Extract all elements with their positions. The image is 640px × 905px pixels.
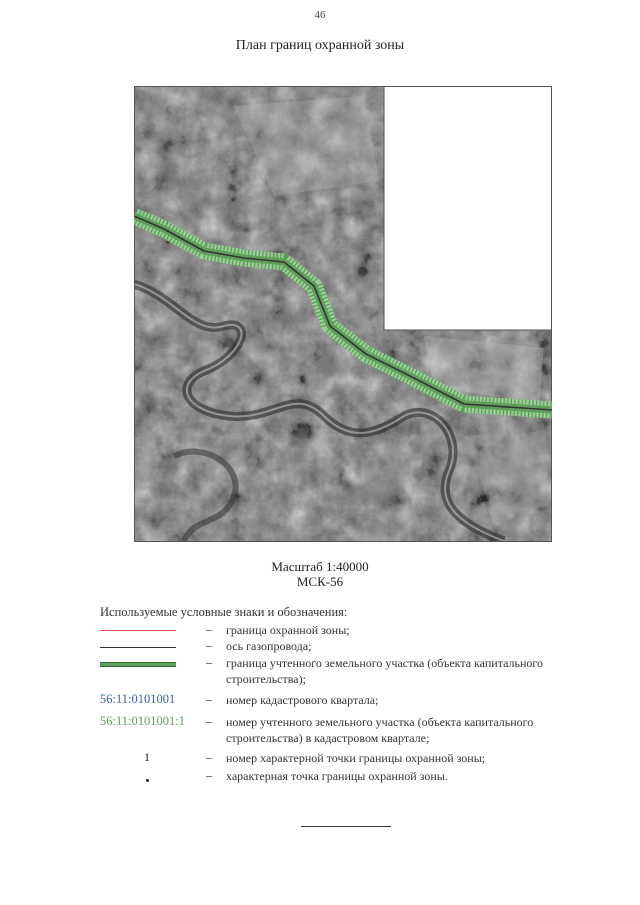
footer-divider (301, 826, 391, 827)
map-scale: Масштаб 1:40000 (271, 559, 369, 574)
legend-dash: – (206, 768, 212, 782)
legend-text: номер характерной точки границы охранной зоны; (226, 751, 486, 765)
page-title: План границ охранной зоны (235, 38, 405, 53)
map-scale-block (0, 559, 640, 589)
legend-text: номер учтенного земельного участка (объекта капитального строительства) в кадастровом квартале; (226, 715, 534, 745)
point-number-sample: 1 (144, 750, 150, 764)
parcel-code: 56:11:0101001:1 (100, 714, 185, 728)
legend-text: номер кадастрового квартала; (226, 693, 379, 707)
legend-text: граница охранной зоны; (226, 623, 350, 637)
legend-item-point-number (100, 750, 600, 768)
legend-dash: – (206, 655, 212, 669)
legend-dash: – (206, 714, 212, 728)
legend-dash: – (206, 750, 212, 764)
legend-item-parcel-number (100, 714, 600, 750)
red-line-symbol (100, 630, 176, 631)
legend-item-pipeline-axis (100, 638, 600, 655)
legend-dash: – (206, 692, 212, 706)
blank-area (384, 86, 552, 330)
legend-item-protection-zone (100, 622, 600, 638)
legend-dash: – (206, 638, 212, 652)
legend (100, 605, 600, 786)
legend-item-boundary-point (100, 768, 600, 786)
green-double-line-symbol (100, 662, 176, 667)
aerial-map (134, 86, 552, 542)
legend-text: характерная точка границы охранной зоны. (226, 769, 448, 783)
cadastral-quarter-code: 56:11:0101001 (100, 692, 176, 706)
legend-text: ось газопровода; (226, 639, 312, 653)
legend-dash: – (206, 622, 212, 636)
legend-item-cadastral-quarter (100, 692, 600, 714)
legend-heading: Используемые условные знаки и обозначения: (100, 605, 348, 619)
map-crs: МСК-56 (296, 574, 344, 589)
legend-item-parcel-boundary (100, 655, 600, 692)
black-line-symbol (100, 647, 176, 648)
map-svg (134, 86, 552, 542)
legend-text: граница учтенного земельного участка (объекта капитального строительства); (226, 656, 544, 686)
dot-symbol (146, 779, 149, 782)
page-number: 46 (314, 9, 326, 21)
